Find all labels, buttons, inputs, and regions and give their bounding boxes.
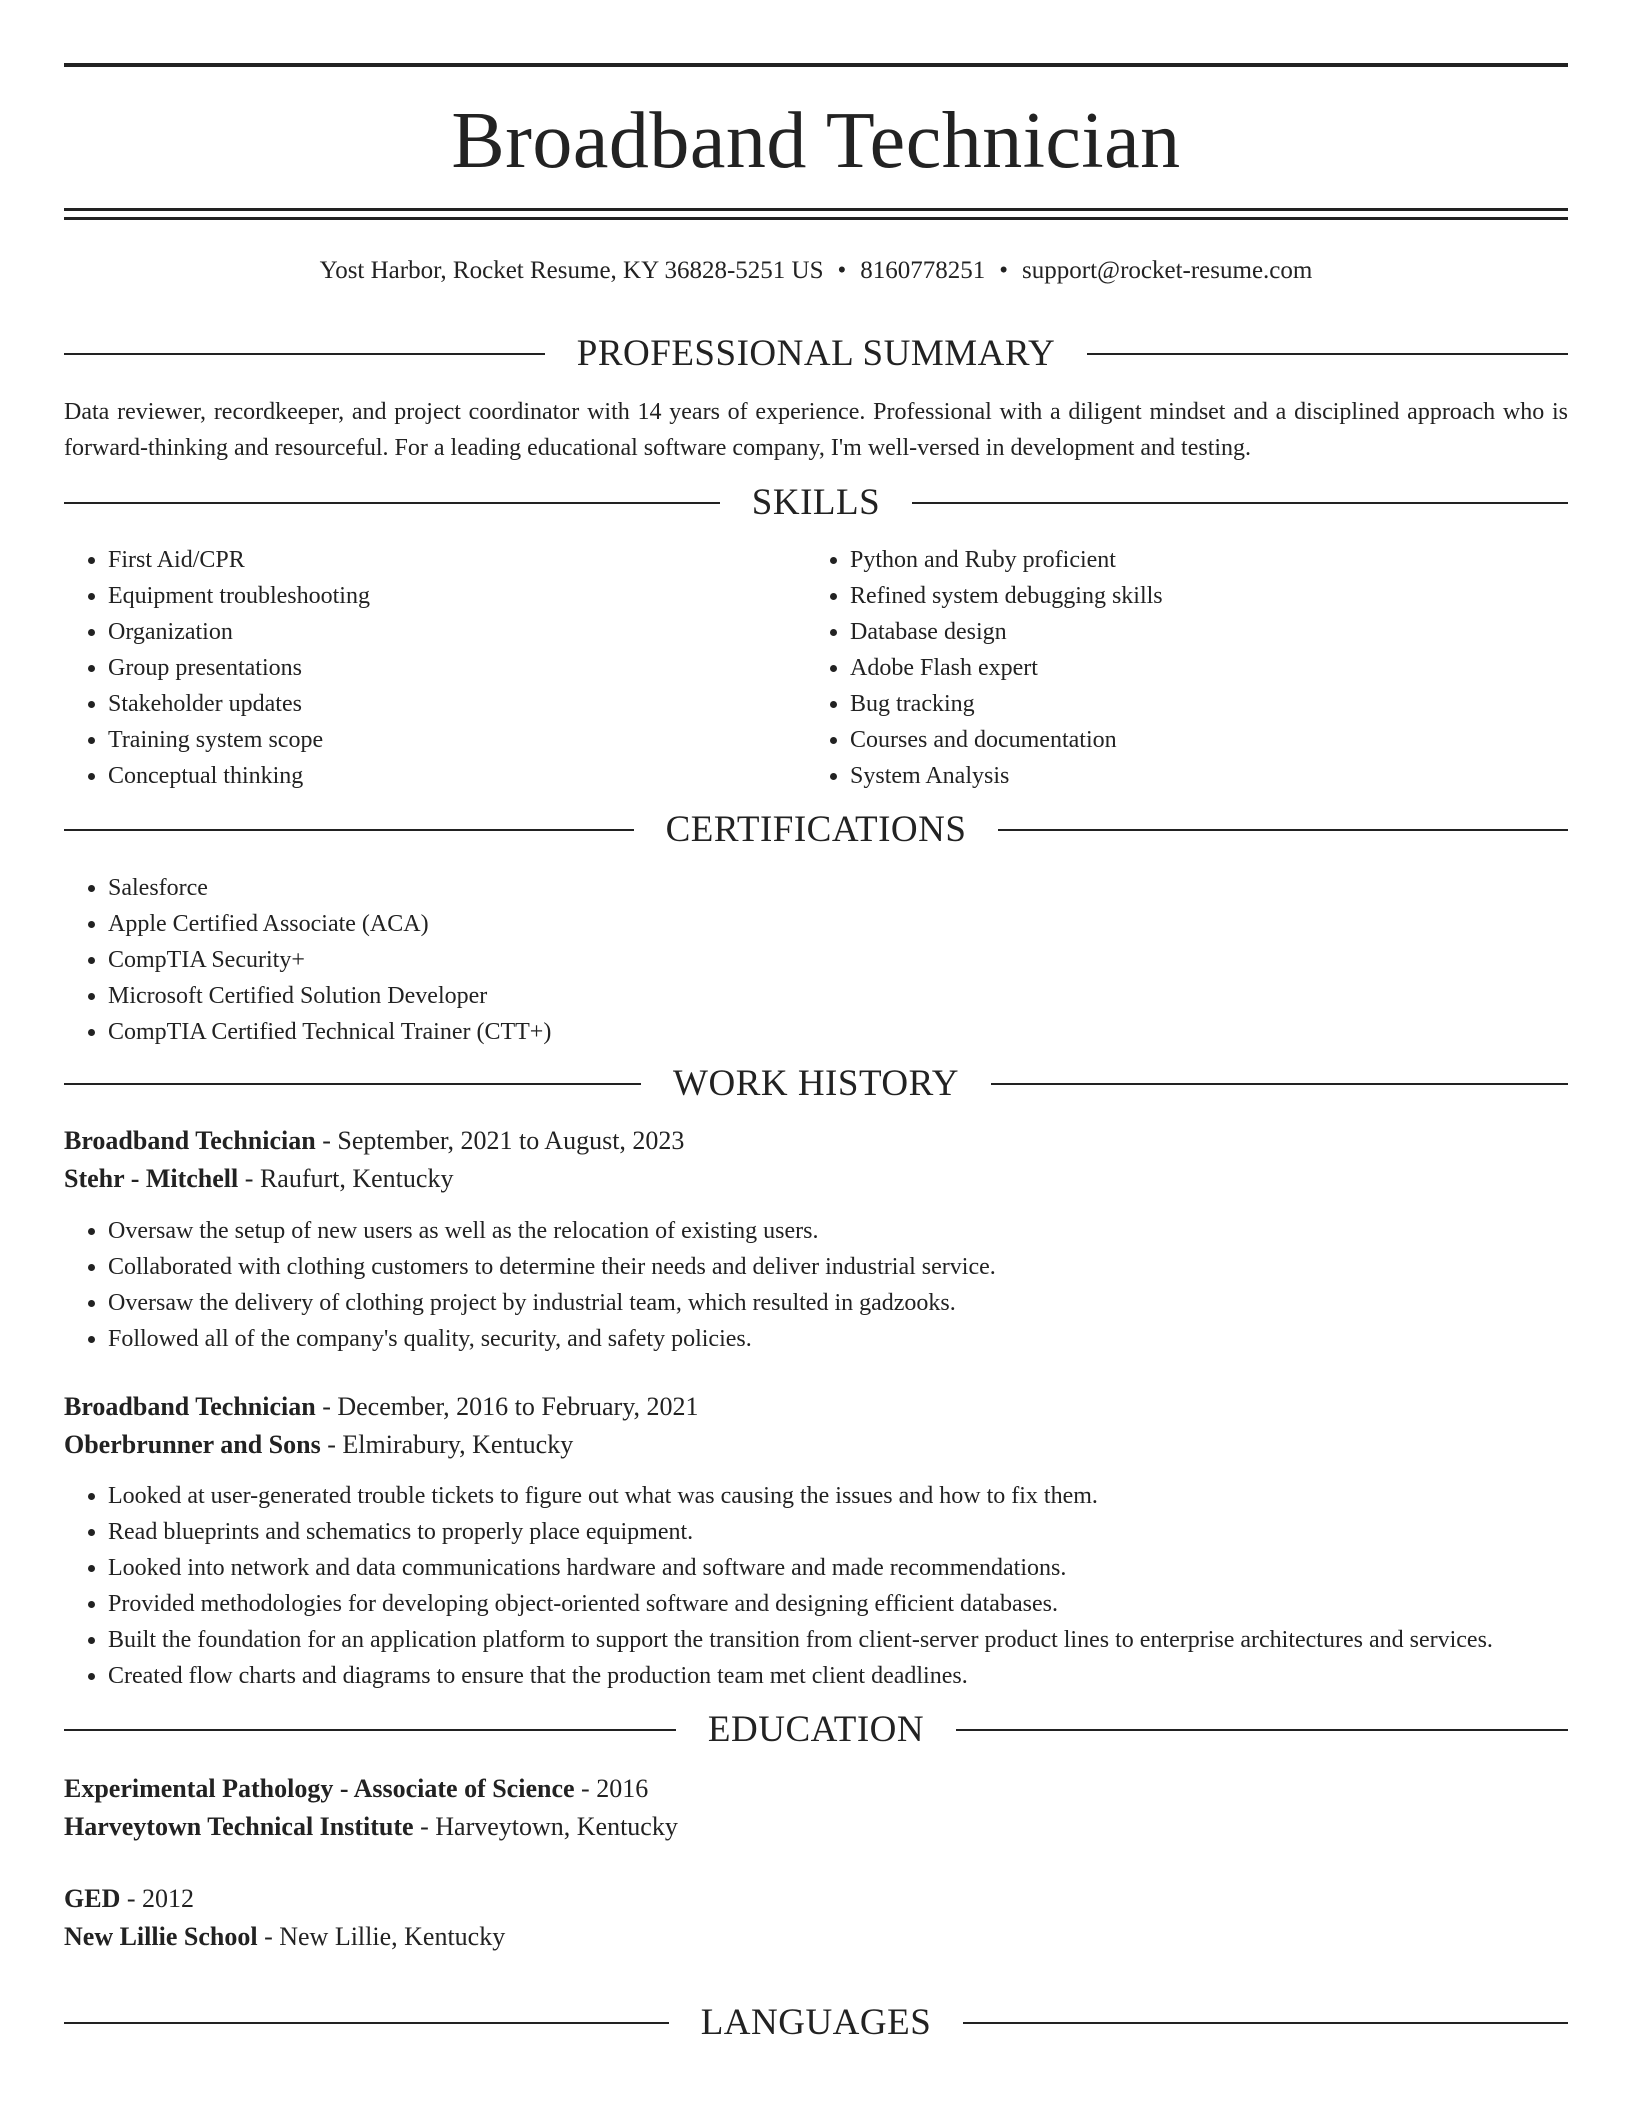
dash: - <box>320 1430 343 1459</box>
skills-left-column <box>64 542 806 794</box>
education-school-line <box>64 1918 1568 1956</box>
education-degree: GED <box>64 1884 121 1913</box>
dash: - <box>238 1164 260 1193</box>
skill-item: • Bug tracking <box>850 686 1568 722</box>
job-company: Oberbrunner and Sons <box>64 1430 321 1459</box>
job-bullet: • Created flow charts and diagrams to ensure that the production team met client deadlines. <box>108 1658 1568 1694</box>
job-bullet: • Followed all of the company's quality, security, and safety policies. <box>108 1321 1568 1357</box>
section-header-languages <box>64 2003 1568 2043</box>
skill-item: • Group presentations <box>108 650 806 686</box>
job-bullet: • Provided methodologies for developing object-oriented software and designing efficient databases. <box>108 1586 1568 1622</box>
section-title: EDUCATION <box>707 1709 925 1750</box>
certification-item: • Microsoft Certified Solution Developer <box>108 978 1568 1014</box>
section-header-education <box>64 1710 1568 1750</box>
dash: - <box>315 1126 338 1155</box>
dash: - <box>315 1392 338 1421</box>
section-title: SKILLS <box>751 482 881 523</box>
skill-item: • Database design <box>850 614 1568 650</box>
job-entry <box>64 1388 1568 1694</box>
job-bullet: • Oversaw the delivery of clothing project by industrial team, which resulted in gadzooks. <box>108 1285 1568 1321</box>
section-header-summary <box>64 334 1568 374</box>
job-bullets <box>64 1213 1568 1357</box>
job-role: Broadband Technician <box>64 1392 316 1421</box>
contact-email: support@rocket-resume.com <box>1022 257 1313 284</box>
education-school: Harveytown Technical Institute <box>64 1812 414 1841</box>
resume-name: Broadband Technician <box>451 97 1181 185</box>
education-location: New Lillie, Kentucky <box>279 1922 506 1951</box>
education-location: Harveytown, Kentucky <box>435 1812 678 1841</box>
section-title: PROFESSIONAL SUMMARY <box>576 333 1056 374</box>
skill-item: • Training system scope <box>108 722 806 758</box>
job-title-line <box>64 1388 1568 1426</box>
job-title-line <box>64 1122 1568 1160</box>
section-title: LANGUAGES <box>700 2002 932 2043</box>
education-year: 2016 <box>596 1774 649 1803</box>
certification-item: • Apple Certified Associate (ACA) <box>108 906 1568 942</box>
section-header-certifications <box>64 810 1568 850</box>
certification-item: • Salesforce <box>108 870 1568 906</box>
skill-item: • Conceptual thinking <box>108 758 806 794</box>
job-role: Broadband Technician <box>64 1126 316 1155</box>
skill-item: • Courses and documentation <box>850 722 1568 758</box>
certifications-list <box>64 870 1568 1050</box>
contact-line <box>64 255 1568 287</box>
summary-text: Data reviewer, recordkeeper, and project coordinator with 14 years of experience. Professional with a diligent mindset and a disciplined approach who is forward-thinking and resourceful. For a leading educational software company, I'm well-versed in development and testing. <box>64 399 1568 461</box>
certification-item: • CompTIA Security+ <box>108 942 1568 978</box>
skill-item: • Python and Ruby proficient <box>850 542 1568 578</box>
dash: - <box>257 1922 280 1951</box>
dash: - <box>574 1774 597 1803</box>
contact-address: Yost Harbor, Rocket Resume, KY 36828-5251 US <box>319 257 824 284</box>
section-header-work-history <box>64 1064 1568 1104</box>
job-bullet: • Looked at user-generated trouble tickets to figure out what was causing the issues and how to fix them. <box>108 1478 1568 1514</box>
skill-item: • Organization <box>108 614 806 650</box>
education-degree-line <box>64 1770 1568 1808</box>
education-degree-line <box>64 1880 1568 1918</box>
job-company: Stehr - Mitchell <box>64 1164 239 1193</box>
job-location: Raufurt, Kentucky <box>259 1164 454 1193</box>
job-bullet: • Read blueprints and schematics to properly place equipment. <box>108 1514 1568 1550</box>
skill-item: • Adobe Flash expert <box>850 650 1568 686</box>
education-entry <box>64 1770 1568 1846</box>
job-bullet: • Built the foundation for an application platform to support the transition from client-server product lines to enterprise architectures and services. <box>108 1622 1568 1658</box>
skills-list <box>64 542 1568 794</box>
job-company-line <box>64 1426 1568 1464</box>
education-school: New Lillie School <box>64 1922 258 1951</box>
job-location: Elmirabury, Kentucky <box>342 1430 574 1459</box>
skill-item: • System Analysis <box>850 758 1568 794</box>
contact-separator: • <box>837 257 847 284</box>
name-double-rule <box>64 208 1568 220</box>
education-degree: Experimental Pathology - Associate of Science <box>64 1774 575 1803</box>
section-header-skills <box>64 483 1568 523</box>
dash: - <box>413 1812 436 1841</box>
top-rule <box>64 63 1568 67</box>
dash: - <box>120 1884 143 1913</box>
skill-item: • Equipment troubleshooting <box>108 578 806 614</box>
job-bullets <box>64 1478 1568 1694</box>
job-bullet: • Looked into network and data communications hardware and software and made recommendations. <box>108 1550 1568 1586</box>
contact-phone: 8160778251 <box>860 257 986 284</box>
job-dates: December, 2016 to February, 2021 <box>337 1392 699 1421</box>
skills-right-column <box>806 542 1568 794</box>
job-entry <box>64 1122 1568 1357</box>
skill-item: • Stakeholder updates <box>108 686 806 722</box>
skill-item: • Refined system debugging skills <box>850 578 1568 614</box>
job-bullet: • Oversaw the setup of new users as well as the relocation of existing users. <box>108 1213 1568 1249</box>
skill-item: • First Aid/CPR <box>108 542 806 578</box>
education-entry <box>64 1880 1568 1956</box>
certification-item: • CompTIA Certified Technical Trainer (CTT+) <box>108 1014 1568 1050</box>
job-company-line <box>64 1160 1568 1198</box>
section-title: CERTIFICATIONS <box>665 809 967 850</box>
education-school-line <box>64 1808 1568 1846</box>
job-bullet: • Collaborated with clothing customers to determine their needs and deliver industrial service. <box>108 1249 1568 1285</box>
education-year: 2012 <box>142 1884 195 1913</box>
job-dates: September, 2021 to August, 2023 <box>337 1126 685 1155</box>
contact-separator: • <box>999 257 1009 284</box>
section-title: WORK HISTORY <box>673 1063 959 1104</box>
